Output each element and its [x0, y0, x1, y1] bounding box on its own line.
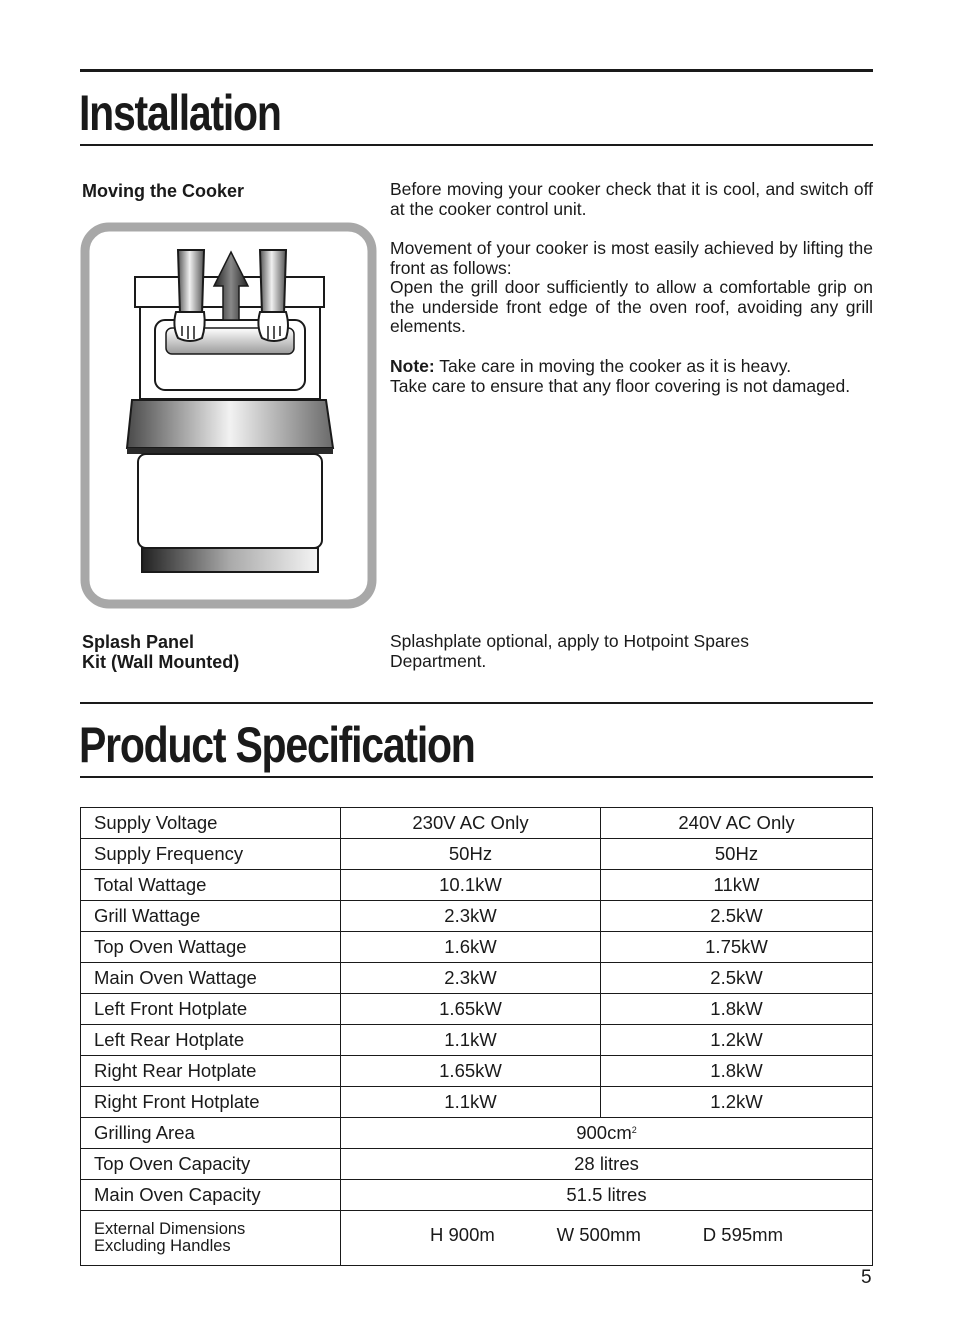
- note-text: Take care in moving the cooker as it is heavy.: [434, 356, 792, 376]
- cooker-lifting-svg: [80, 222, 377, 609]
- spec-label: Right Rear Hotplate: [81, 1056, 341, 1087]
- table-row: [81, 1087, 873, 1118]
- top-rule: [80, 69, 873, 72]
- spec-label: Grill Wattage: [81, 901, 341, 932]
- spec-title-underline: [80, 776, 873, 778]
- grilling-area-value: 900cm: [576, 1122, 632, 1143]
- spec-label: Top Oven Wattage: [81, 932, 341, 963]
- grilling-area-label: Grilling Area: [81, 1118, 341, 1149]
- table-row: [81, 1056, 873, 1087]
- spec-230v-value: 1.1kW: [341, 1087, 601, 1118]
- dimensions-row: [430, 1224, 783, 1246]
- table-row: [81, 994, 873, 1025]
- external-dimensions-label: [81, 1211, 341, 1266]
- floor-covering-text: Take care to ensure that any floor covering is not damaged.: [390, 375, 851, 396]
- table-row: [81, 808, 873, 839]
- spec-240v-value: 1.8kW: [601, 1056, 873, 1087]
- table-row: [81, 932, 873, 963]
- note-line: [390, 357, 873, 377]
- spec-240v-value: 240V AC Only: [601, 808, 873, 839]
- moving-para-2b: Open the grill door sufficiently to allow a comfortable grip on the underside front edge of the oven roof, avoiding any grill elements.: [390, 277, 873, 337]
- external-dimensions-label-line1: External Dimensions: [94, 1220, 246, 1238]
- table-row: [81, 1025, 873, 1056]
- note-para: [390, 357, 873, 396]
- spec-240v-value: 2.5kW: [601, 963, 873, 994]
- table-row: [81, 870, 873, 901]
- splash-panel-label: [82, 632, 239, 672]
- spec-label: Main Oven Wattage: [81, 963, 341, 994]
- installation-title-underline: [80, 144, 873, 146]
- table-row: [81, 1149, 873, 1180]
- splash-panel-label-line1: Splash Panel: [82, 632, 195, 652]
- splash-panel-text: Splashplate optional, apply to Hotpoint Spares Department.: [390, 631, 749, 671]
- grilling-area-value-cell: [341, 1118, 873, 1149]
- spec-230v-value: 10.1kW: [341, 870, 601, 901]
- spec-240v-value: 1.8kW: [601, 994, 873, 1025]
- table-row: [81, 1211, 873, 1266]
- spec-240v-value: 50Hz: [601, 839, 873, 870]
- table-row: [81, 1118, 873, 1149]
- spec-240v-value: 1.2kW: [601, 1025, 873, 1056]
- spec-label: Left Front Hotplate: [81, 994, 341, 1025]
- spec-label: Left Rear Hotplate: [81, 1025, 341, 1056]
- moving-para-2a: Movement of your cooker is most easily achieved by lifting the front as follows:: [390, 238, 873, 278]
- spec-240v-value: 2.5kW: [601, 901, 873, 932]
- grilling-area-unit-sup: 2: [631, 1125, 637, 1135]
- main-oven-capacity-value: 51.5 litres: [341, 1180, 873, 1211]
- spec-230v-value: 2.3kW: [341, 901, 601, 932]
- spec-240v-value: 1.75kW: [601, 932, 873, 963]
- moving-para-2: [390, 239, 873, 337]
- table-row: [81, 901, 873, 932]
- main-oven-capacity-label: Main Oven Capacity: [81, 1180, 341, 1211]
- table-row: [81, 963, 873, 994]
- moving-para-1: Before moving your cooker check that it is cool, and switch off at the cooker control unit.: [390, 179, 873, 219]
- spec-table: [80, 807, 873, 1266]
- page-number: 5: [861, 1267, 872, 1288]
- height-dimension: H 900m: [430, 1224, 495, 1245]
- depth-dimension: D 595mm: [702, 1224, 783, 1245]
- spec-top-rule: [80, 702, 873, 704]
- spec-240v-value: 1.2kW: [601, 1087, 873, 1118]
- spec-230v-value: 2.3kW: [341, 963, 601, 994]
- external-dimensions-values: [341, 1211, 873, 1266]
- table-row: [81, 1180, 873, 1211]
- spec-230v-value: 230V AC Only: [341, 808, 601, 839]
- spec-230v-value: 1.6kW: [341, 932, 601, 963]
- note-label: Note:: [390, 356, 435, 376]
- spec-240v-value: 11kW: [601, 870, 873, 901]
- spec-title: Product Specification: [79, 717, 475, 773]
- spec-label: Total Wattage: [81, 870, 341, 901]
- top-oven-capacity-value: 28 litres: [341, 1149, 873, 1180]
- spec-label: Right Front Hotplate: [81, 1087, 341, 1118]
- spec-230v-value: 50Hz: [341, 839, 601, 870]
- spec-label: Supply Frequency: [81, 839, 341, 870]
- spec-230v-value: 1.1kW: [341, 1025, 601, 1056]
- cooker-lifting-illustration: [80, 222, 377, 609]
- top-oven-capacity-label: Top Oven Capacity: [81, 1149, 341, 1180]
- spec-230v-value: 1.65kW: [341, 1056, 601, 1087]
- spec-230v-value: 1.65kW: [341, 994, 601, 1025]
- splash-panel-label-line2: Kit (Wall Mounted): [82, 652, 240, 672]
- moving-cooker-label: Moving the Cooker: [82, 181, 245, 201]
- installation-title: Installation: [79, 85, 281, 141]
- spec-label: Supply Voltage: [81, 808, 341, 839]
- width-dimension: W 500mm: [556, 1224, 641, 1245]
- external-dimensions-label-line2: Excluding Handles: [94, 1237, 231, 1255]
- table-row: [81, 839, 873, 870]
